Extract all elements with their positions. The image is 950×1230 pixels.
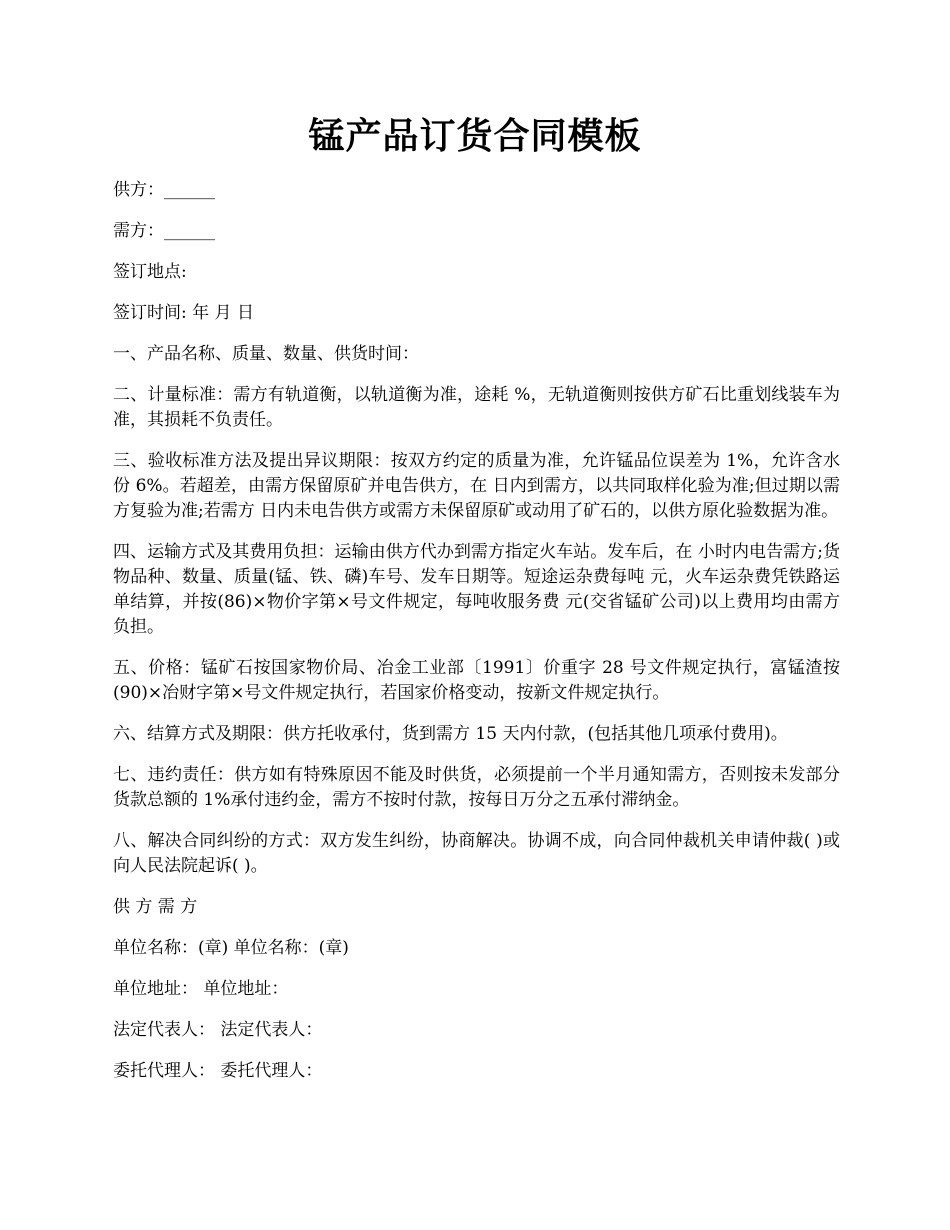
clause-7: 七、违约责任：供方如有特殊原因不能及时供货，必须提前一个半月通知需方，否则按未发部分货款总额的 1%承付违约金，需方不按时付款，按每日万分之五承付滞纳金。 — [113, 765, 840, 810]
legal-representative-line: 法定代表人： 法定代表人： — [113, 1020, 323, 1040]
document-body — [113, 178, 840, 1100]
clause-5: 五、价格：锰矿石按国家物价局、冶金工业部〔1991〕价重字 28 号文件规定执行，富锰渣按(90)×冶财字第×号文件规定执行，若国家价格变动，按新文件规定执行。 — [113, 658, 840, 703]
supplier-line: 供方：______ — [113, 180, 215, 200]
clause-3: 三、验收标准方法及提出异议期限：按双方约定的质量为准，允许锰品位误差为 1%，允许含水份 6%。若超差，由需方保留原矿并电告供方，在 日内到需方，以共同取样化验为准;但过期以需方复验为准;若需方 日内未电告供方或需方未保留原矿或动用了矿石的，以供方原化验数据为准。 — [113, 451, 840, 521]
parties-heading: 供 方 需 方 — [113, 897, 198, 917]
unit-name-line: 单位名称：(章) 单位名称：(章) — [113, 938, 349, 958]
signing-place-line: 签订地点: — [113, 262, 187, 282]
clause-4: 四、运输方式及其费用负担：运输由供方代办到需方指定火车站。发车后，在 小时内电告需方;货物品种、数量、质量(锰、铁、磷)车号、发车日期等。短途运杂费每吨 元，火车运杂费凭铁路运单结算，并按(86)×物价字第×号文件规定，每吨收服务费 元(交省锰矿公司)以上费用均由需方负担。 — [113, 542, 840, 637]
authorized-agent-line: 委托代理人： 委托代理人： — [113, 1061, 323, 1081]
clause-8: 八、解决合同纠纷的方式：双方发生纠纷，协商解决。协调不成，向合同仲裁机关申请仲裁( )或向人民法院起诉( )。 — [113, 831, 840, 876]
clause-1: 一、产品名称、质量、数量、供货时间： — [113, 344, 419, 364]
unit-address-line: 单位地址： 单位地址： — [113, 979, 289, 999]
document-title: 锰产品订货合同模板 — [308, 115, 642, 157]
clause-2: 二、计量标准：需方有轨道衡，以轨道衡为准，途耗 %，无轨道衡则按供方矿石比重划线装车为准，其损耗不负责任。 — [113, 385, 840, 430]
clause-6: 六、结算方式及期限：供方托收承付，货到需方 15 天内付款，(包括其他几项承付费用)。 — [113, 724, 788, 744]
signing-date-line: 签订时间: 年 月 日 — [113, 303, 254, 323]
buyer-line: 需方：______ — [113, 221, 215, 241]
